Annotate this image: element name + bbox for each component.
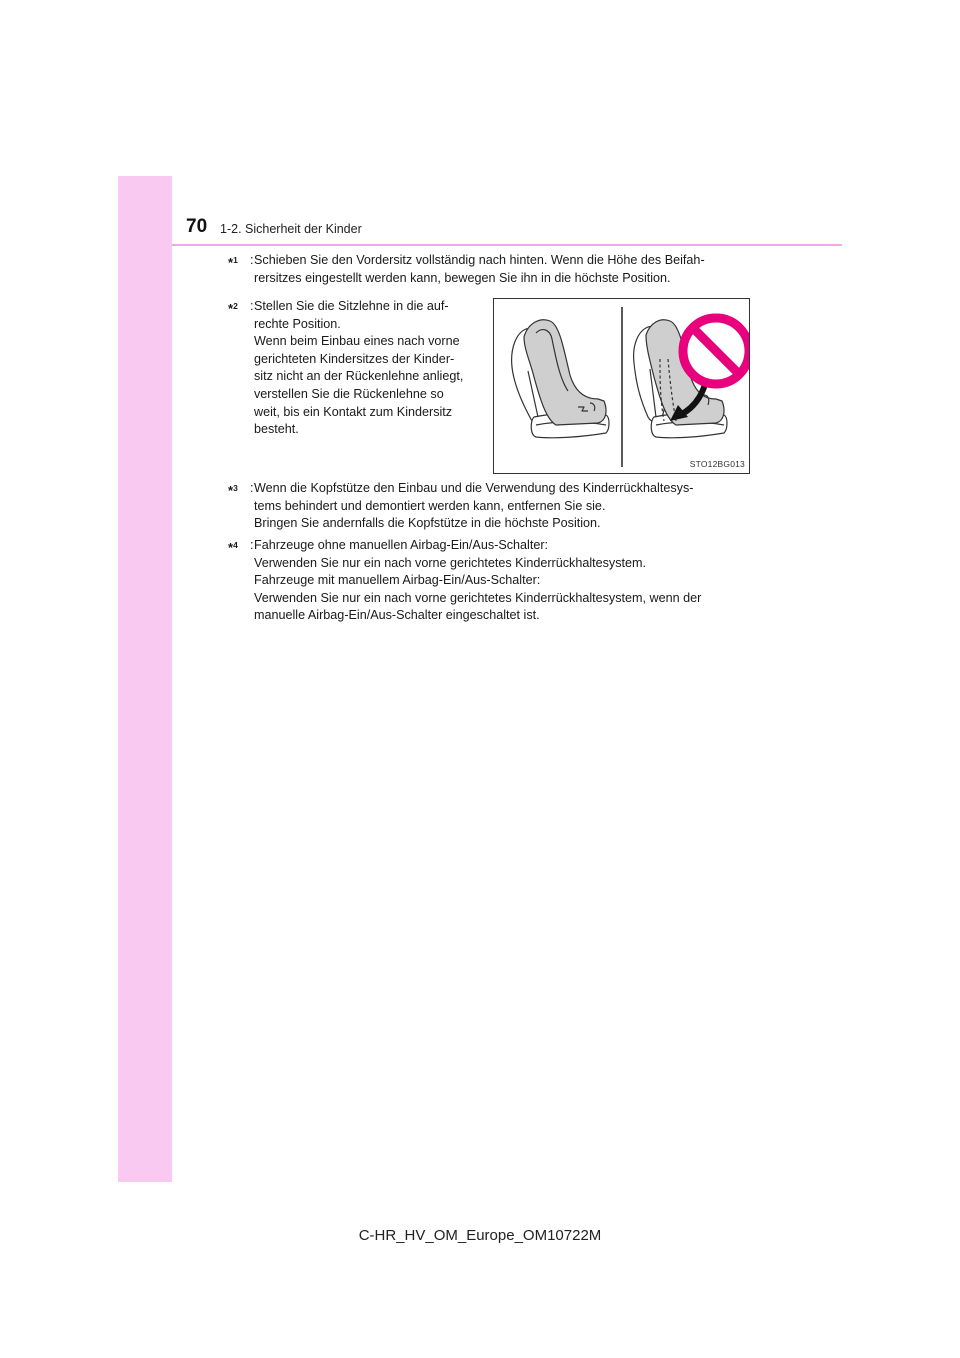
- footnote-line: manuelle Airbag-Ein/Aus-Schalter eingeschaltet ist.: [254, 608, 540, 623]
- footnote-line: Verwenden Sie nur ein nach vorne gerichtetes Kinderrückhaltesystem, wenn der: [254, 590, 702, 605]
- footnote-line: Wenn beim Einbau eines nach vorne: [254, 334, 460, 349]
- footnote-line: Fahrzeuge ohne manuellen Airbag-Ein/Aus-Schalter:: [254, 538, 549, 552]
- footnote-line: sitz nicht an der Rückenlehne anliegt,: [254, 369, 464, 384]
- footnote-line: Fahrzeuge mit manuellem Airbag-Ein/Aus-Schalter:: [254, 573, 541, 588]
- footnote-line: gerichteten Kindersitzes der Kinder-: [254, 351, 455, 366]
- footnote-line: Schieben Sie den Vordersitz vollständig nach hinten. Wenn die Höhe des Beifah-: [254, 253, 705, 267]
- section-title: 1-2. Sicherheit der Kinder: [220, 222, 362, 236]
- figure-code: STO12BG013: [689, 459, 745, 469]
- footnote-line: verstellen Sie die Rückenlehne so: [254, 386, 444, 401]
- page-number: 70: [186, 216, 208, 237]
- header-rule: [172, 244, 842, 246]
- footnote-line: weit, bis ein Kontakt zum Kindersitz: [254, 404, 453, 419]
- footnote-line: rechte Position.: [254, 316, 341, 331]
- footnote-line: tems behindert und demontiert werden kann, entfernen Sie sie.: [254, 498, 606, 513]
- document-id: C-HR_HV_OM_Europe_OM10722M: [358, 1227, 602, 1244]
- footnote-line: Bringen Sie andernfalls die Kopfstütze in die höchste Position.: [254, 516, 601, 531]
- seat-illustration: [493, 298, 750, 474]
- side-tab: [118, 176, 172, 1182]
- footnote-line: Verwenden Sie nur ein nach vorne gerichtetes Kinderrückhaltesystem.: [254, 555, 647, 570]
- footnote-4: *$^4$ : Fahrzeuge ohne manuellen Airbag-Ein/Aus-Schalter: Verwenden Sie nur ein nach vorne gerichtetes Kinderrückhaltesystem. Fahrzeuge mit manuellem Airbag-Ein/Aus-Schalter: Verwenden Sie nur ein nach vorne gerichtetes Kinderrückhaltesystem, wenn der manuelle Airbag-Ein/Aus-Schalter eingeschaltet ist.: [228, 537, 744, 625]
- prohibited-icon: [683, 318, 749, 384]
- footnote-line: besteht.: [254, 422, 299, 437]
- footnote-3: *$^3$ : Wenn die Kopfstütze den Einbau und die Verwendung des Kinderrückhaltesys- tems behindert und demontiert werden kann, entfernen Sie sie. Bringen Sie andernfalls die Kopfstütze in die höchste Position.: [228, 480, 744, 533]
- footnote-line: Wenn die Kopfstütze den Einbau und die Verwendung des Kinderrückhaltesys-: [254, 481, 694, 495]
- footnote-marker: *$^4$: [228, 540, 238, 555]
- footnote-2: *$^2$ : Stellen Sie die Sitzlehne in die auf- rechte Position. Wenn beim Einbau eines nach vorne gerichteten Kindersitzes der Kinder- sitz nicht an der Rückenlehne anliegt, verstellen Sie die Rückenlehne so weit, bis ein Kontakt zum Kindersitz besteht.: [228, 298, 479, 439]
- footnote-marker: *$^2$: [228, 301, 238, 316]
- footnote-marker: *$^3$: [228, 483, 238, 498]
- footnote-marker: *$^1$: [228, 255, 238, 270]
- seat-correct-illustration: [512, 320, 609, 438]
- footnote-1: *$^1$ : Schieben Sie den Vordersitz vollständig nach hinten. Wenn die Höhe des Beifah- rersitzes eingestellt werden kann, bewegen Sie ihn in die höchste Position.: [228, 252, 744, 287]
- footnote-line: rersitzes eingestellt werden kann, bewegen Sie ihn in die höchste Position.: [254, 270, 671, 285]
- footnote-line: Stellen Sie die Sitzlehne in die auf-: [254, 299, 449, 313]
